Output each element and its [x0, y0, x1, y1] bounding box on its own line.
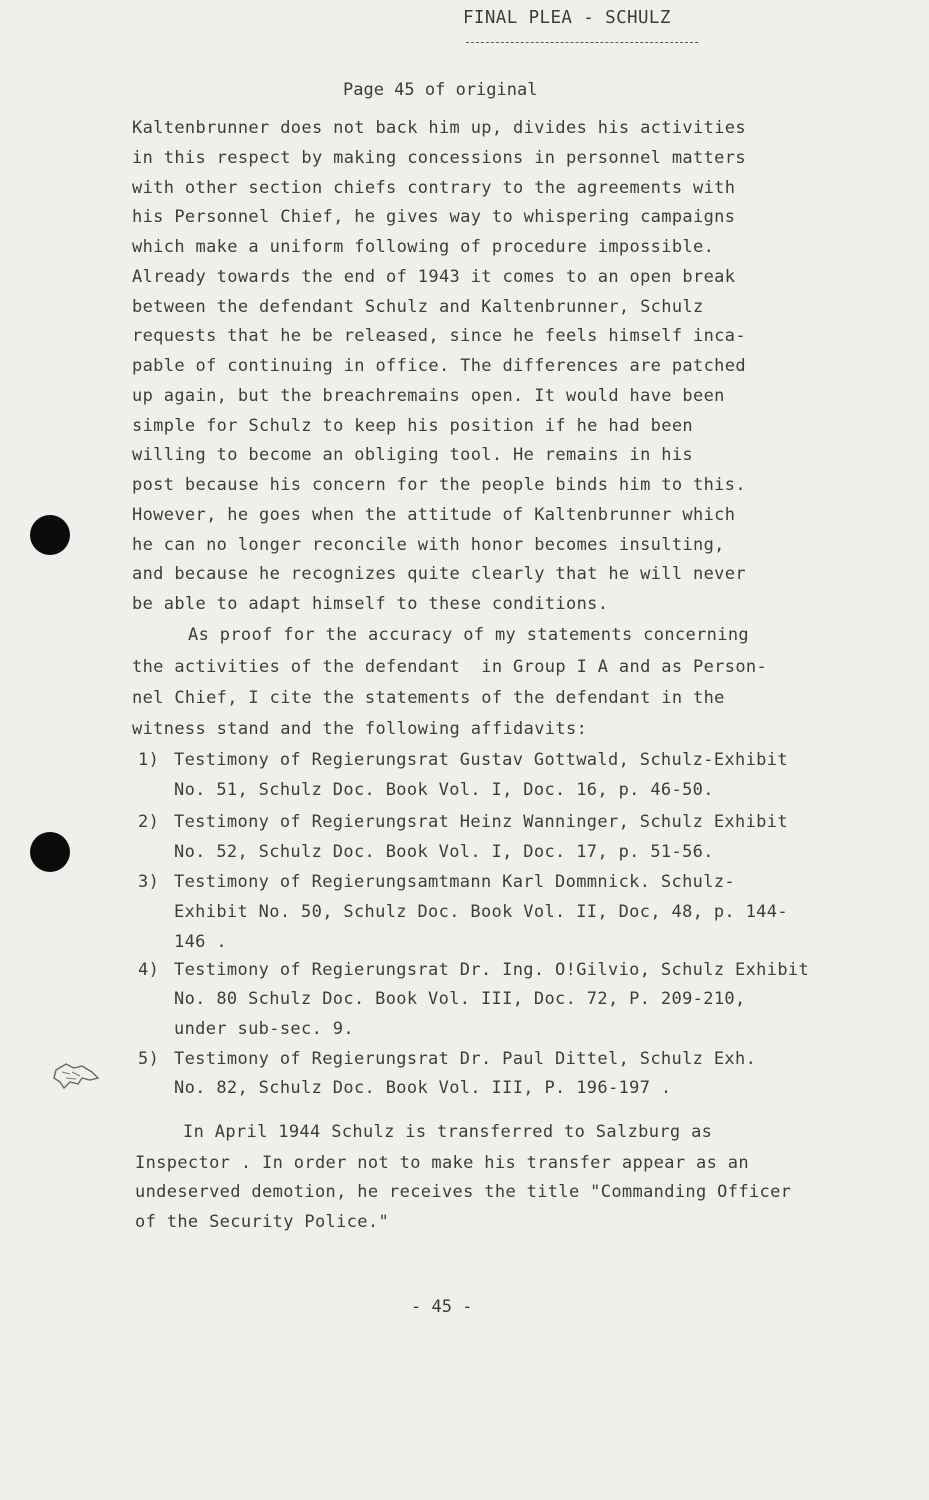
final-line: In April 1944 Schulz is transferred to Salzburg as — [183, 1122, 713, 1142]
affidavit-line: No. 52, Schulz Doc. Book Vol. I, Doc. 17, p. 51-56. — [174, 842, 714, 862]
body-line: his Personnel Chief, he gives way to whispering campaigns — [132, 207, 736, 227]
affidavit-line: Testimony of Regierungsrat Dr. Ing. O!Gilvio, Schulz Exhibit — [174, 960, 810, 980]
affidavit-line: under sub-sec. 9. — [174, 1019, 354, 1039]
body-line: and because he recognizes quite clearly that he will never — [132, 564, 746, 584]
affidavit-line: Testimony of Regierungsrat Dr. Paul Dittel, Schulz Exh. — [174, 1049, 757, 1069]
document-title: FINAL PLEA - SCHULZ — [463, 8, 671, 28]
body-line: in this respect by making concessions in personnel matters — [132, 148, 746, 168]
title-underline — [466, 42, 698, 43]
body-line: Already towards the end of 1943 it comes to an open break — [132, 267, 736, 287]
final-line: of the Security Police." — [135, 1212, 390, 1232]
final-line: Inspector . In order not to make his transfer appear as an — [135, 1153, 749, 1173]
stamp-mark-icon — [52, 1058, 102, 1096]
proof-line: witness stand and the following affidavits: — [132, 719, 588, 739]
body-line: which make a uniform following of procedure impossible. — [132, 237, 715, 257]
original-page-reference: Page 45 of original — [343, 80, 538, 100]
body-line: be able to adapt himself to these conditions. — [132, 594, 609, 614]
body-line: post because his concern for the people binds him to this. — [132, 475, 746, 495]
proof-line: the activities of the defendant in Group I A and as Person- — [132, 657, 768, 677]
affidavit-number: 3) — [138, 872, 160, 892]
affidavit-line: Exhibit No. 50, Schulz Doc. Book Vol. II, Doc, 48, p. 144- — [174, 902, 788, 922]
affidavit-line: Testimony of Regierungsamtmann Karl Dommnick. Schulz- — [174, 872, 735, 892]
body-line: he can no longer reconcile with honor becomes insulting, — [132, 535, 725, 555]
proof-line: nel Chief, I cite the statements of the defendant in the — [132, 688, 725, 708]
body-line: Kaltenbrunner does not back him up, divides his activities — [132, 118, 746, 138]
body-line: requests that he be released, since he feels himself inca- — [132, 326, 746, 346]
proof-line: As proof for the accuracy of my statements concerning — [188, 625, 749, 645]
body-line: with other section chiefs contrary to the agreements with — [132, 178, 736, 198]
affidavit-number: 1) — [138, 750, 160, 770]
affidavit-number: 4) — [138, 960, 160, 980]
affidavit-line: Testimony of Regierungsrat Gustav Gottwald, Schulz-Exhibit — [174, 750, 788, 770]
affidavit-line: No. 80 Schulz Doc. Book Vol. III, Doc. 72, P. 209-210, — [174, 989, 746, 1009]
punch-hole — [30, 515, 70, 555]
final-line: undeserved demotion, he receives the title "Commanding Officer — [135, 1182, 792, 1202]
page-number: - 45 - — [411, 1297, 473, 1317]
body-line: willing to become an obliging tool. He remains in his — [132, 445, 693, 465]
affidavit-line: No. 51, Schulz Doc. Book Vol. I, Doc. 16, p. 46-50. — [174, 780, 714, 800]
affidavit-line: No. 82, Schulz Doc. Book Vol. III, P. 196-197 . — [174, 1078, 672, 1098]
body-line: up again, but the breachremains open. It would have been — [132, 386, 725, 406]
affidavit-line: 146 . — [174, 932, 227, 952]
affidavit-line: Testimony of Regierungsrat Heinz Wanninger, Schulz Exhibit — [174, 812, 788, 832]
body-line: pable of continuing in office. The differences are patched — [132, 356, 746, 376]
body-line: However, he goes when the attitude of Kaltenbrunner which — [132, 505, 736, 525]
affidavit-number: 5) — [138, 1049, 160, 1069]
affidavit-number: 2) — [138, 812, 160, 832]
body-line: between the defendant Schulz and Kaltenbrunner, Schulz — [132, 297, 704, 317]
body-line: simple for Schulz to keep his position if he had been — [132, 416, 693, 436]
punch-hole — [30, 832, 70, 872]
